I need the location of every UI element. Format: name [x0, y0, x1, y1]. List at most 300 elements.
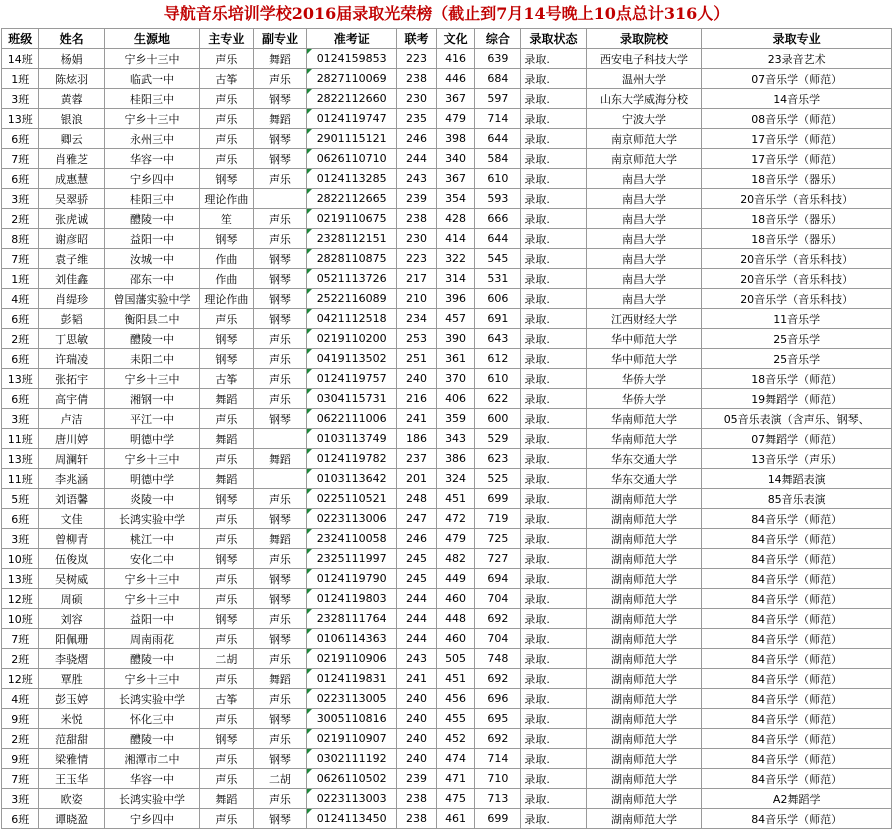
admitted-major-cell: 84音乐学（师范）	[702, 589, 892, 609]
main-major-cell: 舞蹈	[200, 469, 254, 489]
page-title: 导航音乐培训学校2016届录取光荣榜（截止到7月14号晚上10点总计316人）	[163, 4, 730, 23]
admission-status-cell: 录取.	[521, 129, 586, 149]
admitted-university-cell: 南昌大学	[586, 289, 702, 309]
class-cell: 3班	[2, 189, 39, 209]
admission-status-cell: 录取.	[521, 569, 586, 589]
name-cell: 刘容	[39, 609, 104, 629]
admitted-major-cell: 84音乐学（师范）	[702, 669, 892, 689]
admitted-university-cell: 华南师范大学	[586, 429, 702, 449]
table-row	[2, 789, 892, 809]
admission-status-cell: 录取.	[521, 549, 586, 569]
exam-number-cell: 2828110875	[307, 249, 397, 269]
class-cell: 13班	[2, 369, 39, 389]
admission-status-cell: 录取.	[521, 429, 586, 449]
minor-major-cell: 钢琴	[253, 709, 307, 729]
name-cell: 刘佳鑫	[39, 269, 104, 289]
origin-school-cell: 桂阳三中	[104, 89, 199, 109]
admission-status-cell: 录取.	[521, 149, 586, 169]
admission-status-cell: 录取.	[521, 329, 586, 349]
culture-score-cell: 367	[436, 169, 475, 189]
origin-school-cell: 怀化三中	[104, 709, 199, 729]
joint-exam-score-cell: 237	[397, 449, 437, 469]
joint-exam-score-cell: 217	[397, 269, 437, 289]
joint-exam-score-cell: 244	[397, 609, 437, 629]
class-cell: 11班	[2, 429, 39, 449]
culture-score-cell: 479	[436, 529, 475, 549]
main-major-cell: 二胡	[200, 649, 254, 669]
minor-major-cell: 舞蹈	[253, 669, 307, 689]
exam-number-cell: 0124159853	[307, 49, 397, 69]
minor-major-cell: 声乐	[253, 489, 307, 509]
admitted-university-cell: 湖南师范大学	[586, 709, 702, 729]
main-major-cell: 声乐	[200, 509, 254, 529]
joint-exam-score-cell: 244	[397, 589, 437, 609]
culture-score-cell: 390	[436, 329, 475, 349]
minor-major-cell	[253, 469, 307, 489]
admitted-major-cell: 84音乐学（师范）	[702, 689, 892, 709]
culture-score-cell: 505	[436, 649, 475, 669]
admitted-major-cell: 84音乐学（师范）	[702, 569, 892, 589]
admitted-major-cell: 25音乐学	[702, 349, 892, 369]
class-cell: 2班	[2, 329, 39, 349]
class-cell: 1班	[2, 269, 39, 289]
origin-school-cell: 醴陵一中	[104, 649, 199, 669]
exam-number-cell: 0124119803	[307, 589, 397, 609]
culture-score-cell: 472	[436, 509, 475, 529]
minor-major-cell: 声乐	[253, 689, 307, 709]
admission-status-cell: 录取.	[521, 669, 586, 689]
name-cell: 卢洁	[39, 409, 104, 429]
culture-score-cell: 340	[436, 149, 475, 169]
joint-exam-score-cell: 223	[397, 49, 437, 69]
minor-major-cell: 舞蹈	[253, 449, 307, 469]
joint-exam-score-cell: 244	[397, 629, 437, 649]
joint-exam-score-cell: 230	[397, 89, 437, 109]
class-cell: 3班	[2, 789, 39, 809]
class-cell: 4班	[2, 289, 39, 309]
column-header-admission-status: 录取状态	[521, 29, 586, 49]
joint-exam-score-cell: 238	[397, 69, 437, 89]
name-cell: 张拓宇	[39, 369, 104, 389]
name-cell: 肖雅芝	[39, 149, 104, 169]
exam-number-cell: 0223113005	[307, 689, 397, 709]
table-row	[2, 49, 892, 69]
admitted-university-cell: 华东交通大学	[586, 469, 702, 489]
admission-status-cell: 录取.	[521, 789, 586, 809]
culture-score-cell: 451	[436, 489, 475, 509]
table-row	[2, 169, 892, 189]
exam-number-cell: 2328112151	[307, 229, 397, 249]
table-row	[2, 749, 892, 769]
minor-major-cell	[253, 429, 307, 449]
minor-major-cell: 钢琴	[253, 269, 307, 289]
total-score-cell: 691	[475, 309, 521, 329]
class-cell: 9班	[2, 749, 39, 769]
table-row	[2, 309, 892, 329]
table-row	[2, 349, 892, 369]
total-score-cell: 529	[475, 429, 521, 449]
total-score-cell: 644	[475, 129, 521, 149]
admitted-major-cell: 08音乐学（师范）	[702, 109, 892, 129]
total-score-cell: 710	[475, 769, 521, 789]
main-major-cell: 声乐	[200, 89, 254, 109]
table-row	[2, 569, 892, 589]
minor-major-cell: 钢琴	[253, 89, 307, 109]
table-row	[2, 609, 892, 629]
admitted-major-cell: 84音乐学（师范）	[702, 749, 892, 769]
main-major-cell: 钢琴	[200, 229, 254, 249]
table-row	[2, 689, 892, 709]
minor-major-cell: 声乐	[253, 209, 307, 229]
origin-school-cell: 湘潭市二中	[104, 749, 199, 769]
name-cell: 梁雅情	[39, 749, 104, 769]
total-score-cell: 713	[475, 789, 521, 809]
exam-number-cell: 2901115121	[307, 129, 397, 149]
origin-school-cell: 平江一中	[104, 409, 199, 429]
admitted-university-cell: 华侨大学	[586, 369, 702, 389]
origin-school-cell: 桃江一中	[104, 529, 199, 549]
total-score-cell: 600	[475, 409, 521, 429]
culture-score-cell: 461	[436, 809, 475, 829]
minor-major-cell: 钢琴	[253, 509, 307, 529]
admitted-major-cell: 20音乐学（音乐科技）	[702, 249, 892, 269]
name-cell: 刘语馨	[39, 489, 104, 509]
origin-school-cell: 醴陵一中	[104, 329, 199, 349]
joint-exam-score-cell: 238	[397, 209, 437, 229]
culture-score-cell: 343	[436, 429, 475, 449]
joint-exam-score-cell: 223	[397, 249, 437, 269]
culture-score-cell: 449	[436, 569, 475, 589]
main-major-cell: 声乐	[200, 749, 254, 769]
culture-score-cell: 406	[436, 389, 475, 409]
main-major-cell: 声乐	[200, 769, 254, 789]
culture-score-cell: 479	[436, 109, 475, 129]
admission-status-cell: 录取.	[521, 249, 586, 269]
exam-number-cell: 0124113285	[307, 169, 397, 189]
table-row	[2, 289, 892, 309]
main-major-cell: 声乐	[200, 569, 254, 589]
class-cell: 13班	[2, 449, 39, 469]
admitted-university-cell: 华东交通大学	[586, 449, 702, 469]
name-cell: 李骁熠	[39, 649, 104, 669]
culture-score-cell: 455	[436, 709, 475, 729]
class-cell: 2班	[2, 729, 39, 749]
exam-number-cell: 0103113642	[307, 469, 397, 489]
main-major-cell: 舞蹈	[200, 429, 254, 449]
admitted-major-cell: 84音乐学（师范）	[702, 709, 892, 729]
class-cell: 1班	[2, 69, 39, 89]
exam-number-cell: 0103113749	[307, 429, 397, 449]
name-cell: 卿云	[39, 129, 104, 149]
admitted-major-cell: 14音乐学	[702, 89, 892, 109]
admitted-major-cell: 18音乐学（器乐）	[702, 169, 892, 189]
admitted-major-cell: 84音乐学（师范）	[702, 629, 892, 649]
culture-score-cell: 367	[436, 89, 475, 109]
exam-number-cell: 0626110710	[307, 149, 397, 169]
joint-exam-score-cell: 245	[397, 569, 437, 589]
admitted-university-cell: 湖南师范大学	[586, 749, 702, 769]
class-cell: 8班	[2, 229, 39, 249]
total-score-cell: 692	[475, 729, 521, 749]
admitted-major-cell: 20音乐学（音乐科技）	[702, 189, 892, 209]
total-score-cell: 610	[475, 369, 521, 389]
joint-exam-score-cell: 241	[397, 669, 437, 689]
exam-number-cell: 0223113003	[307, 789, 397, 809]
admitted-university-cell: 南京师范大学	[586, 149, 702, 169]
joint-exam-score-cell: 240	[397, 369, 437, 389]
total-score-cell: 644	[475, 229, 521, 249]
total-score-cell: 714	[475, 109, 521, 129]
exam-number-cell: 0219110906	[307, 649, 397, 669]
table-row	[2, 89, 892, 109]
table-row	[2, 329, 892, 349]
name-cell: 唐川婷	[39, 429, 104, 449]
origin-school-cell: 宁乡十三中	[104, 589, 199, 609]
joint-exam-score-cell: 234	[397, 309, 437, 329]
total-score-cell: 597	[475, 89, 521, 109]
main-major-cell: 声乐	[200, 449, 254, 469]
admission-status-cell: 录取.	[521, 529, 586, 549]
table-row	[2, 189, 892, 209]
culture-score-cell: 414	[436, 229, 475, 249]
exam-number-cell: 0124119747	[307, 109, 397, 129]
culture-score-cell: 456	[436, 689, 475, 709]
admission-status-cell: 录取.	[521, 689, 586, 709]
joint-exam-score-cell: 240	[397, 689, 437, 709]
exam-number-cell: 2325111997	[307, 549, 397, 569]
admitted-major-cell: 23录音艺术	[702, 49, 892, 69]
table-row	[2, 549, 892, 569]
admitted-university-cell: 湖南师范大学	[586, 729, 702, 749]
name-cell: 肖缇珍	[39, 289, 104, 309]
admitted-major-cell: 18音乐学（师范）	[702, 369, 892, 389]
class-cell: 4班	[2, 689, 39, 709]
main-major-cell: 钢琴	[200, 549, 254, 569]
origin-school-cell: 长鸿实验中学	[104, 689, 199, 709]
name-cell: 周硕	[39, 589, 104, 609]
joint-exam-score-cell: 244	[397, 149, 437, 169]
origin-school-cell: 醴陵一中	[104, 209, 199, 229]
table-row	[2, 429, 892, 449]
main-major-cell: 舞蹈	[200, 789, 254, 809]
joint-exam-score-cell: 245	[397, 549, 437, 569]
joint-exam-score-cell: 238	[397, 789, 437, 809]
culture-score-cell: 451	[436, 669, 475, 689]
admission-status-cell: 录取.	[521, 649, 586, 669]
admitted-major-cell: 18音乐学（器乐）	[702, 229, 892, 249]
total-score-cell: 623	[475, 449, 521, 469]
total-score-cell: 714	[475, 749, 521, 769]
admitted-university-cell: 山东大学威海分校	[586, 89, 702, 109]
admitted-university-cell: 湖南师范大学	[586, 509, 702, 529]
exam-number-cell: 0521113726	[307, 269, 397, 289]
total-score-cell: 695	[475, 709, 521, 729]
column-header-total-score: 综合	[475, 29, 521, 49]
name-cell: 王玉华	[39, 769, 104, 789]
exam-number-cell: 0219110675	[307, 209, 397, 229]
admitted-university-cell: 西安电子科技大学	[586, 49, 702, 69]
admitted-major-cell: 84音乐学（师范）	[702, 509, 892, 529]
header-row	[2, 29, 892, 49]
culture-score-cell: 460	[436, 589, 475, 609]
table-row	[2, 589, 892, 609]
column-header-admitted-university: 录取院校	[586, 29, 702, 49]
admitted-university-cell: 湖南师范大学	[586, 589, 702, 609]
joint-exam-score-cell: 210	[397, 289, 437, 309]
exam-number-cell: 0622111006	[307, 409, 397, 429]
admitted-university-cell: 湖南师范大学	[586, 669, 702, 689]
name-cell: 杨娟	[39, 49, 104, 69]
name-cell: 彭韬	[39, 309, 104, 329]
exam-number-cell: 0304115731	[307, 389, 397, 409]
admission-status-cell: 录取.	[521, 509, 586, 529]
admission-status-cell: 录取.	[521, 289, 586, 309]
minor-major-cell: 钢琴	[253, 629, 307, 649]
total-score-cell: 694	[475, 569, 521, 589]
main-major-cell: 钢琴	[200, 609, 254, 629]
name-cell: 范甜甜	[39, 729, 104, 749]
origin-school-cell: 临武一中	[104, 69, 199, 89]
joint-exam-score-cell: 241	[397, 409, 437, 429]
admitted-university-cell: 湖南师范大学	[586, 769, 702, 789]
total-score-cell: 696	[475, 689, 521, 709]
name-cell: 曾柳青	[39, 529, 104, 549]
joint-exam-score-cell: 240	[397, 749, 437, 769]
total-score-cell: 684	[475, 69, 521, 89]
admitted-major-cell: 84音乐学（师范）	[702, 729, 892, 749]
origin-school-cell: 耒阳二中	[104, 349, 199, 369]
total-score-cell: 699	[475, 489, 521, 509]
joint-exam-score-cell: 246	[397, 129, 437, 149]
minor-major-cell	[253, 189, 307, 209]
minor-major-cell: 钢琴	[253, 569, 307, 589]
admitted-major-cell: 17音乐学（师范）	[702, 149, 892, 169]
name-cell: 阳佩珊	[39, 629, 104, 649]
admitted-major-cell: 84音乐学（师范）	[702, 609, 892, 629]
class-cell: 7班	[2, 249, 39, 269]
admitted-university-cell: 南京师范大学	[586, 129, 702, 149]
table-row	[2, 369, 892, 389]
culture-score-cell: 398	[436, 129, 475, 149]
origin-school-cell: 益阳一中	[104, 609, 199, 629]
table-row	[2, 209, 892, 229]
joint-exam-score-cell: 240	[397, 709, 437, 729]
class-cell: 6班	[2, 169, 39, 189]
admitted-university-cell: 温州大学	[586, 69, 702, 89]
main-major-cell: 声乐	[200, 49, 254, 69]
origin-school-cell: 湘钢一中	[104, 389, 199, 409]
exam-number-cell: 0106114363	[307, 629, 397, 649]
minor-major-cell: 舞蹈	[253, 529, 307, 549]
admission-status-cell: 录取.	[521, 609, 586, 629]
minor-major-cell: 声乐	[253, 329, 307, 349]
minor-major-cell: 钢琴	[253, 309, 307, 329]
class-cell: 12班	[2, 669, 39, 689]
total-score-cell: 584	[475, 149, 521, 169]
exam-number-cell: 0219110907	[307, 729, 397, 749]
admitted-major-cell: 20音乐学（音乐科技）	[702, 289, 892, 309]
name-cell: 袁子维	[39, 249, 104, 269]
culture-score-cell: 452	[436, 729, 475, 749]
main-major-cell: 钢琴	[200, 489, 254, 509]
exam-number-cell: 0124119831	[307, 669, 397, 689]
name-cell: 欧姿	[39, 789, 104, 809]
exam-number-cell: 0626110502	[307, 769, 397, 789]
main-major-cell: 古筝	[200, 689, 254, 709]
admitted-university-cell: 湖南师范大学	[586, 569, 702, 589]
culture-score-cell: 370	[436, 369, 475, 389]
minor-major-cell: 声乐	[253, 789, 307, 809]
origin-school-cell: 宁乡四中	[104, 809, 199, 829]
admission-status-cell: 录取.	[521, 209, 586, 229]
table-row	[2, 769, 892, 789]
exam-number-cell: 2328111764	[307, 609, 397, 629]
name-cell: 丁思敏	[39, 329, 104, 349]
main-major-cell: 声乐	[200, 669, 254, 689]
table-row	[2, 409, 892, 429]
admission-status-cell: 录取.	[521, 309, 586, 329]
table-row	[2, 529, 892, 549]
table-row	[2, 629, 892, 649]
total-score-cell: 725	[475, 529, 521, 549]
admission-status-cell: 录取.	[521, 269, 586, 289]
total-score-cell: 727	[475, 549, 521, 569]
origin-school-cell: 明德中学	[104, 469, 199, 489]
culture-score-cell: 354	[436, 189, 475, 209]
minor-major-cell: 钢琴	[253, 749, 307, 769]
admission-table	[1, 28, 892, 829]
origin-school-cell: 宁乡十三中	[104, 449, 199, 469]
admission-status-cell: 录取.	[521, 729, 586, 749]
culture-score-cell: 359	[436, 409, 475, 429]
origin-school-cell: 宁乡十三中	[104, 669, 199, 689]
admission-status-cell: 录取.	[521, 769, 586, 789]
origin-school-cell: 永州三中	[104, 129, 199, 149]
admitted-university-cell: 湖南师范大学	[586, 649, 702, 669]
exam-number-cell: 0225110521	[307, 489, 397, 509]
class-cell: 2班	[2, 649, 39, 669]
exam-number-cell: 0124119757	[307, 369, 397, 389]
culture-score-cell: 324	[436, 469, 475, 489]
admission-status-cell: 录取.	[521, 389, 586, 409]
minor-major-cell: 钢琴	[253, 589, 307, 609]
class-cell: 6班	[2, 349, 39, 369]
origin-school-cell: 炎陵一中	[104, 489, 199, 509]
exam-number-cell: 0124119782	[307, 449, 397, 469]
admitted-major-cell: 05音乐表演（含声乐、钢琴、	[702, 409, 892, 429]
main-major-cell: 声乐	[200, 309, 254, 329]
column-header-joint-exam-score: 联考	[397, 29, 437, 49]
admission-status-cell: 录取.	[521, 349, 586, 369]
admitted-university-cell: 华侨大学	[586, 389, 702, 409]
minor-major-cell: 钢琴	[253, 149, 307, 169]
main-major-cell: 钢琴	[200, 169, 254, 189]
joint-exam-score-cell: 248	[397, 489, 437, 509]
main-major-cell: 理论作曲	[200, 189, 254, 209]
admitted-major-cell: 07舞蹈学（师范）	[702, 429, 892, 449]
joint-exam-score-cell: 247	[397, 509, 437, 529]
culture-score-cell: 386	[436, 449, 475, 469]
culture-score-cell: 314	[436, 269, 475, 289]
column-header-origin-school: 生源地	[104, 29, 199, 49]
culture-score-cell: 460	[436, 629, 475, 649]
minor-major-cell: 舞蹈	[253, 49, 307, 69]
class-cell: 6班	[2, 389, 39, 409]
admitted-major-cell: 84音乐学（师范）	[702, 769, 892, 789]
total-score-cell: 699	[475, 809, 521, 829]
total-score-cell: 622	[475, 389, 521, 409]
column-header-exam-number: 准考证	[307, 29, 397, 49]
